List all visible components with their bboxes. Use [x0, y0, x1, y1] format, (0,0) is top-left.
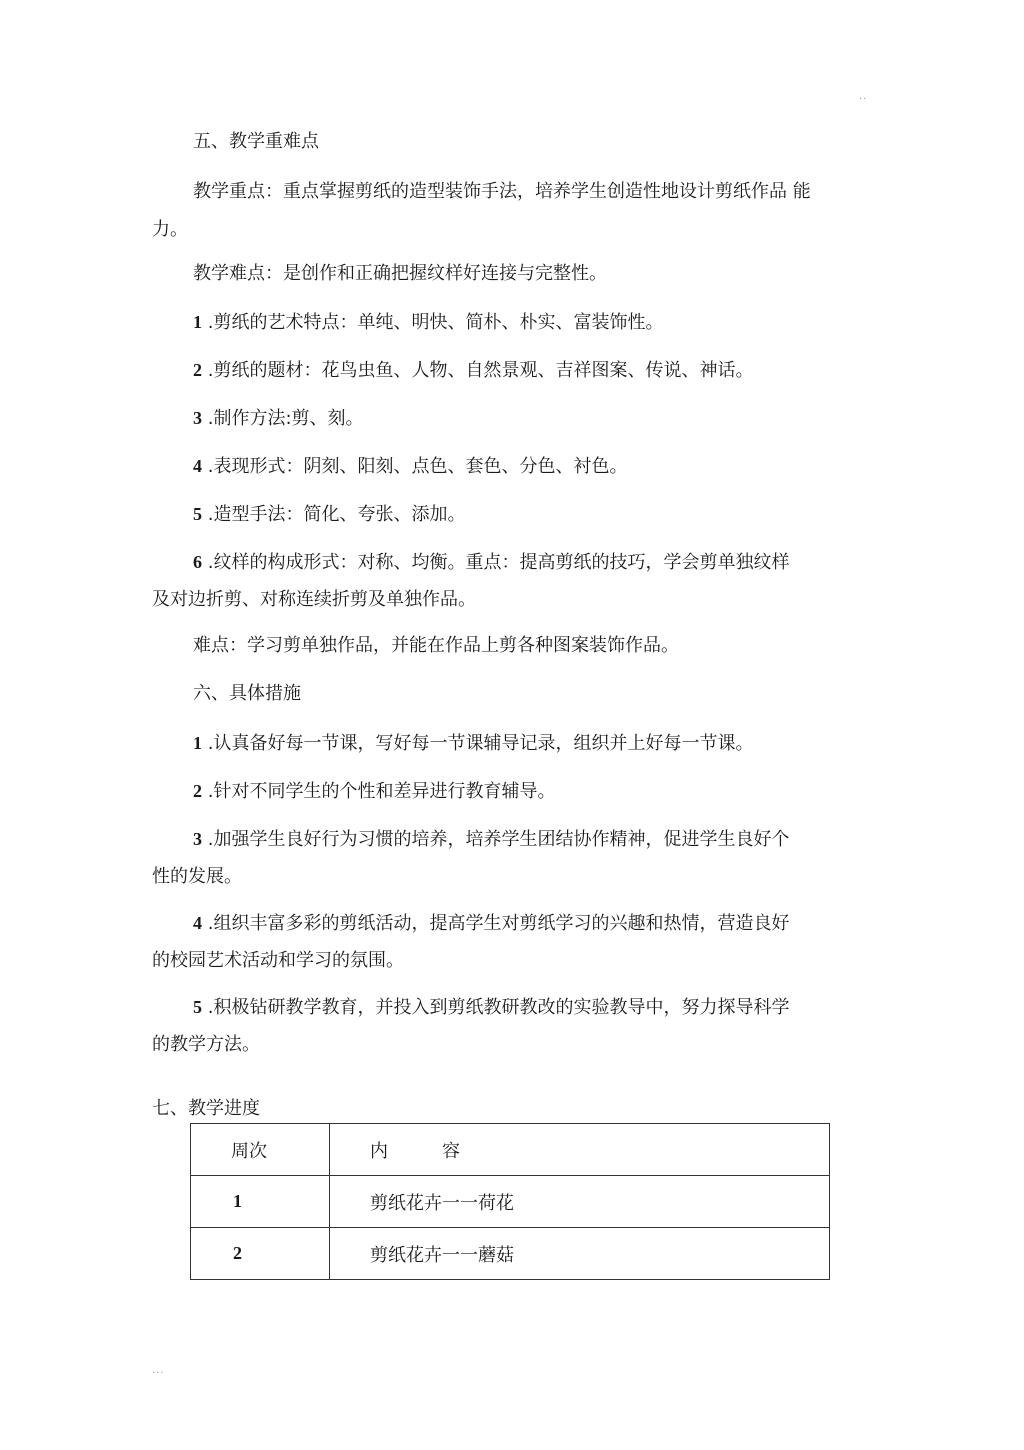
item-number: 1: [193, 733, 202, 753]
schedule-table: [190, 1123, 830, 1280]
week-number: 2: [233, 1243, 242, 1263]
item-number: 5: [193, 997, 202, 1017]
item-number: 2: [193, 360, 202, 380]
list-item: [193, 779, 555, 804]
week-number: 1: [233, 1191, 242, 1211]
header-content-char1: 内: [370, 1140, 388, 1162]
corner-mark-top: ··: [859, 94, 868, 105]
list-item: [193, 995, 789, 1020]
list-item: [193, 731, 753, 756]
list-item: [193, 454, 627, 479]
list-item: [193, 502, 465, 527]
item-text: .剪纸的艺术特点：单纯、明快、简朴、朴实、富装饰性。: [207, 312, 664, 333]
header-content: [330, 1124, 830, 1176]
item-number: 3: [193, 408, 202, 428]
table-header-row: [191, 1124, 830, 1176]
list-item-continuation: 及对边折剪、对称连续折剪及单独作品。: [152, 589, 476, 610]
list-item: [193, 911, 789, 936]
list-item-continuation: 的校园艺术活动和学习的氛围。: [152, 950, 404, 971]
item-number: 4: [193, 913, 202, 933]
list-item-continuation: 性的发展。: [152, 866, 242, 887]
item-text: .表现形式：阴刻、阳刻、点色、套色、分色、衬色。: [207, 456, 628, 477]
item-number: 5: [193, 504, 202, 524]
table-row: [191, 1176, 830, 1228]
cell-content: 剪纸花卉一一荷花: [330, 1176, 830, 1228]
difficulty-note: 难点：学习剪单独作品，并能在作品上剪各种图案装饰作品。: [193, 635, 679, 656]
difficult-point: 教学难点：是创作和正确把握纹样好连接与完整性。: [193, 263, 607, 284]
item-number: 2: [193, 781, 202, 801]
header-week: 周次: [191, 1124, 330, 1176]
item-text: .制作方法:剪、刻。: [207, 408, 364, 429]
item-text: .针对不同学生的个性和差异进行教育辅导。: [207, 781, 556, 802]
list-item: [193, 827, 789, 852]
item-text: .认真备好每一节课，写好每一节课辅导记录，组织并上好每一节课。: [207, 733, 754, 754]
key-point-line2: 力。: [152, 219, 188, 240]
item-text: .积极钻研教学教育，并投入到剪纸教研教改的实验教导中，努力探导科学: [207, 997, 790, 1018]
cell-content: 剪纸花卉一一蘑菇: [330, 1228, 830, 1280]
item-number: 3: [193, 829, 202, 849]
list-item-continuation: 的教学方法。: [152, 1034, 260, 1055]
item-number: 6: [193, 552, 202, 572]
item-number: 4: [193, 456, 202, 476]
section6-heading: 六、具体措施: [193, 683, 301, 704]
section5-heading: 五、教学重难点: [193, 131, 319, 152]
item-text: .造型手法：简化、夸张、添加。: [207, 504, 466, 525]
list-item: [193, 310, 663, 335]
item-text: .组织丰富多彩的剪纸活动，提高学生对剪纸学习的兴趣和热情，营造良好: [207, 913, 790, 934]
cell-week: [191, 1228, 330, 1280]
item-text: .纹样的构成形式：对称、均衡。重点：提高剪纸的技巧，学会剪单独纹样: [207, 552, 790, 573]
corner-mark-bottom: ···: [152, 1368, 165, 1379]
table-row: [191, 1228, 830, 1280]
item-text: .加强学生良好行为习惯的培养，培养学生团结协作精神，促进学生良好个: [207, 829, 790, 850]
list-item: [193, 406, 364, 431]
list-item: [193, 358, 753, 383]
cell-week: [191, 1176, 330, 1228]
key-point-line1: 教学重点：重点掌握剪纸的造型装饰手法，培养学生创造性地设计剪纸作品 能: [193, 181, 811, 202]
header-content-char2: 容: [442, 1140, 460, 1162]
item-text: .剪纸的题材：花鸟虫鱼、人物、自然景观、吉祥图案、传说、神话。: [207, 360, 754, 381]
item-number: 1: [193, 312, 202, 332]
section7-heading: 七、教学进度: [152, 1098, 260, 1119]
list-item: [193, 550, 789, 575]
